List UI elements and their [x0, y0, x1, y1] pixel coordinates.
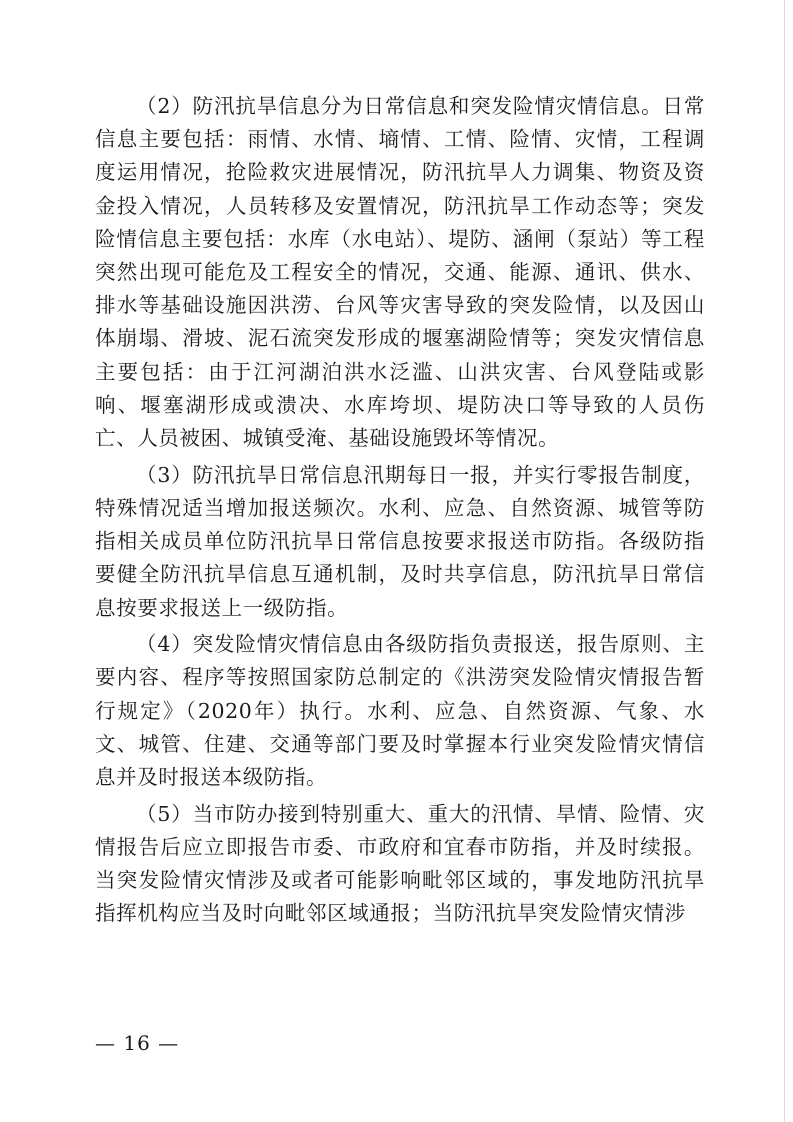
- paragraph-2: （2）防汛抗旱信息分为日常信息和突发险情灾情信息。日常信息主要包括：雨情、水情、墒情、工情、险情、灾情，工程调度运用情况，抢险救灾进展情况，防汛抗旱人力调集、物资及资金投入情况，人员转移及安置情况，防汛抗旱工作动态等；突发险情信息主要包括：水库（水电站）、堤防、涵闸（泵站）等工程突然出现可能危及工程安全的情况，交通、能源、通讯、供水、排水等基础设施因洪涝、台风等灾害导致的突发险情，以及因山体崩塌、滑坡、泥石流突发形成的堰塞湖险情等；突发灾情信息主要包括：由于江河湖泊洪水泛滥、山洪灾害、台风登陆或影响、堰塞湖形成或溃决、水库垮坝、堤防决口等导致的人员伤亡、人员被困、城镇受淹、基础设施毁坏等情况。: [95, 94, 705, 451]
- page-number: — 16 —: [95, 1031, 180, 1055]
- scan-edge-line: [784, 0, 785, 1122]
- paragraph-3: （3）防汛抗旱日常信息汛期每日一报，并实行零报告制度，特殊情况适当增加报送频次。水利、应急、自然资源、城管等防指相关成员单位防汛抗旱日常信息按要求报送市防指。各级防指要健全防汛抗旱信息互通机制，及时共享信息，防汛抗旱日常信息按要求报送上一级防指。: [95, 462, 705, 620]
- document-body: [95, 90, 705, 934]
- paragraph-5: （5）当市防办接到特别重大、重大的汛情、旱情、险情、灾情报告后应立即报告市委、市政府和宜春市防指，并及时续报。当突发险情灾情涉及或者可能影响毗邻区域的，事发地防汛抗旱指挥机构应当及时向毗邻区域通报；当防汛抗旱突发险情灾情涉: [95, 801, 705, 926]
- paragraph-4: （4）突发险情灾情信息由各级防指负责报送，报告原则、主要内容、程序等按照国家防总制定的《洪涝突发险情灾情报告暂行规定》（2020年）执行。水利、应急、自然资源、气象、水文、城管、住建、交通等部门要及时掌握本行业突发险情灾情信息并及时报送本级防指。: [95, 632, 705, 790]
